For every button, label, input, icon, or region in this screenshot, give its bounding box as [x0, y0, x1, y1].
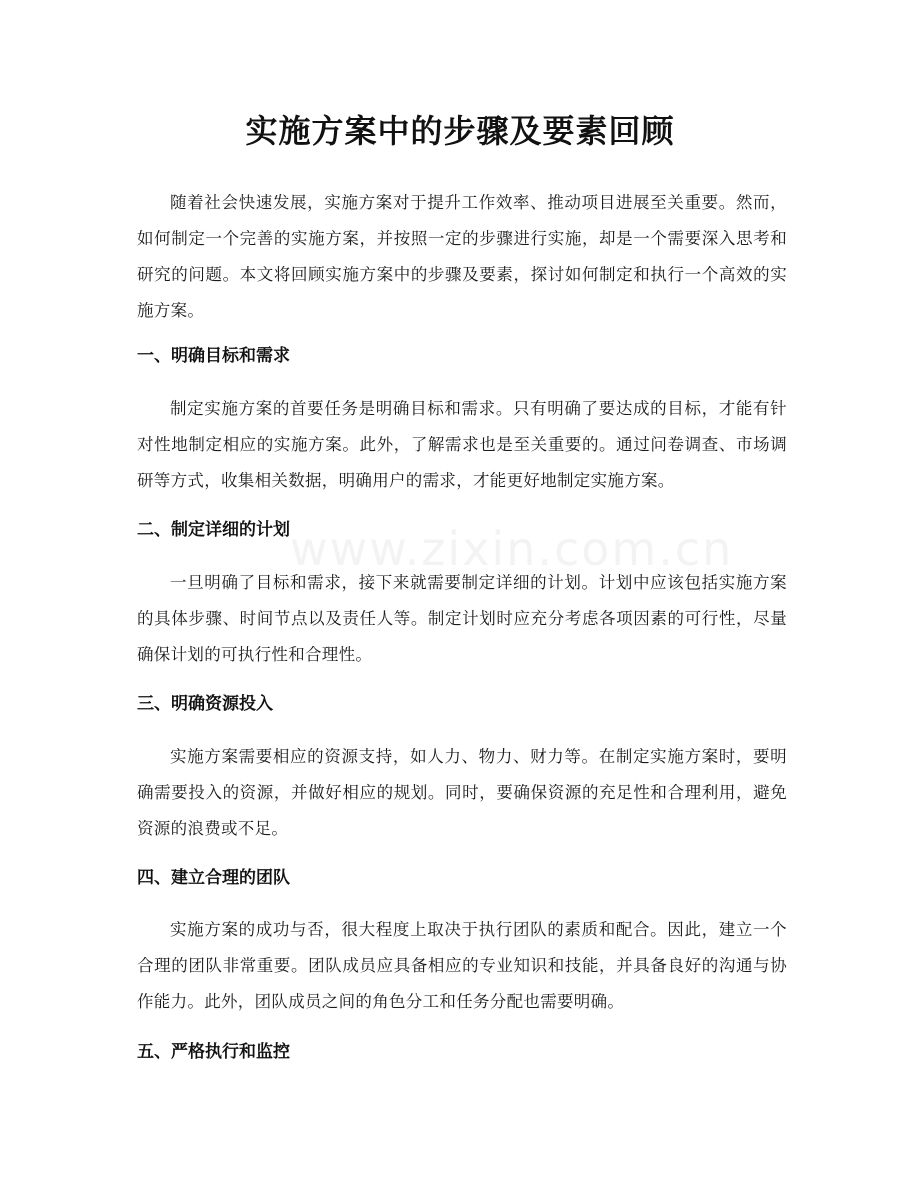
section-body-4: 实施方案的成功与否，很大程度上取决于执行团队的素质和配合。因此，建立一个合理的团队非常重要。团队成员应具备相应的专业知识和技能，并具备良好的沟通与协作能力。此外，团队成员之间的角色分工和任务分配也需要明确。: [137, 920, 787, 1011]
intro-paragraph: 随着社会快速发展，实施方案对于提升工作效率、推动项目进展至关重要。然而，如何制定一个完善的实施方案，并按照一定的步骤进行实施，却是一个需要深入思考和研究的问题。本文将回顾实施方案中的步骤及要素，探讨如何制定和执行一个高效的实施方案。: [137, 193, 787, 320]
watermark-text: www.zixin.com.cn: [290, 522, 734, 576]
section-heading-3: 三、明确资源投入: [137, 694, 273, 714]
document-title: 实施方案中的步骤及要素回顾: [245, 112, 675, 150]
section-body-3: 实施方案需要相应的资源支持，如人力、物力、财力等。在制定实施方案时，要明确需要投入的资源，并做好相应的规划。同时，要确保资源的充足性和合理利用，避免资源的浪费或不足。: [137, 747, 787, 838]
section-body-2: 一旦明确了目标和需求，接下来就需要制定详细的计划。计划中应该包括实施方案的具体步骤、时间节点以及责任人等。制定计划时应充分考虑各项因素的可行性，尽量确保计划的可执行性和合理性。: [137, 573, 787, 664]
section-heading-2: 二、制定详细的计划: [137, 520, 290, 540]
section-heading-5: 五、严格执行和监控: [137, 1042, 290, 1062]
section-heading-4: 四、建立合理的团队: [137, 868, 290, 888]
section-body-1: 制定实施方案的首要任务是明确目标和需求。只有明确了要达成的目标，才能有针对性地制定相应的实施方案。此外，了解需求也是至关重要的。通过问卷调查、市场调研等方式，收集相关数据，明确用户的需求，才能更好地制定实施方案。: [137, 399, 787, 490]
section-heading-1: 一、明确目标和需求: [137, 346, 290, 366]
